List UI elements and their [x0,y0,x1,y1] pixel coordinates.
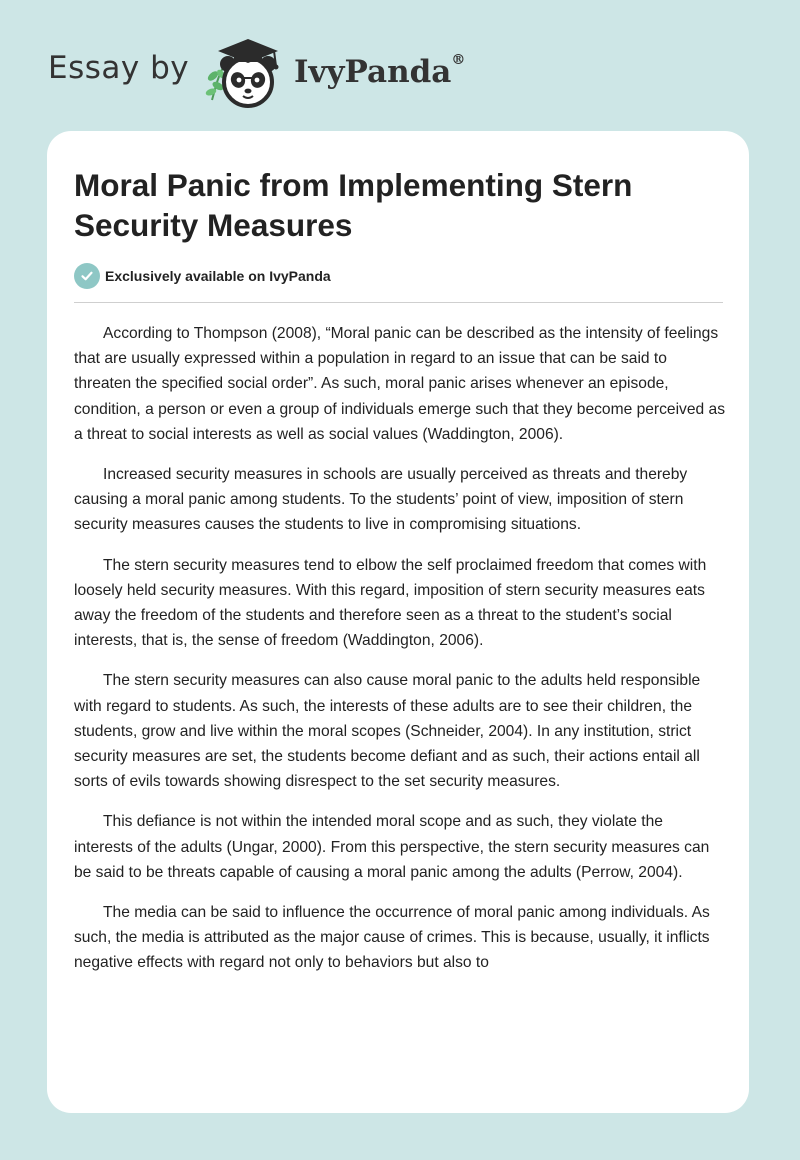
paragraph: The media can be said to influence the occurrence of moral panic among individuals. As such, the media is attributed as the major cause of crimes. This is because, usually, it inflicts negative effects with regard not only to behaviors but also to [74,904,710,972]
paragraph: According to Thompson (2008), “Moral panic can be described as the intensity of feelings that are usually expressed within a population in regard to an issue that can be said to threaten the specified social order”. As such, moral panic arises whenever an episode, condition, a person or even a group of individuals emerge such that they become perceived as a threat to social interests as well as social values (Waddington, 2006). [74,325,726,443]
paragraph: The stern security measures can also cause moral panic to the adults held responsible with regard to students. As such, the interests of these adults are to see their children, the students, grow and live within the moral scopes (Schneider, 2004). In any institution, strict security measures are set, the students become defiant and as such, their actions entail all sorts of evils towards showing disrespect to the set security measures. [74,672,701,791]
paragraph: This defiance is not within the intended moral scope and as such, they violate the interests of the adults (Ungar, 2000). From this perspective, the stern security measures can be said to be threats capable of causing a moral panic among the adults (Perrow, 2004). [74,813,710,881]
brand-name[interactable]: IvyPanda® [294,52,466,90]
essay-body [74,321,726,991]
site-header [48,36,508,112]
paragraph: Increased security measures in schools are usually perceived as threats and thereby causing a moral panic among students. To the students’ point of view, imposition of stern security measures causes the students to live in compromising situations. [74,466,688,534]
exclusive-badge-label: Exclusively available on IvyPanda [105,268,331,284]
essay-card [47,131,749,1113]
essay-by-label: Essay by [48,50,190,86]
essay-title: Moral Panic from Implementing Stern Security Measures [74,167,633,243]
registered-mark: ® [451,52,466,68]
exclusive-badge [74,263,331,289]
checkmark-icon [74,263,100,289]
paragraph: The stern security measures tend to elbow the self proclaimed freedom that comes with loosely held security measures. With this regard, imposition of stern security measures eats away the freedom of the students and therefore seen as a threat to the student’s social interests, that is, the sense of freedom (Waddington, 2006). [74,556,707,650]
panda-logo-icon[interactable] [204,36,290,110]
title-divider [74,302,723,303]
